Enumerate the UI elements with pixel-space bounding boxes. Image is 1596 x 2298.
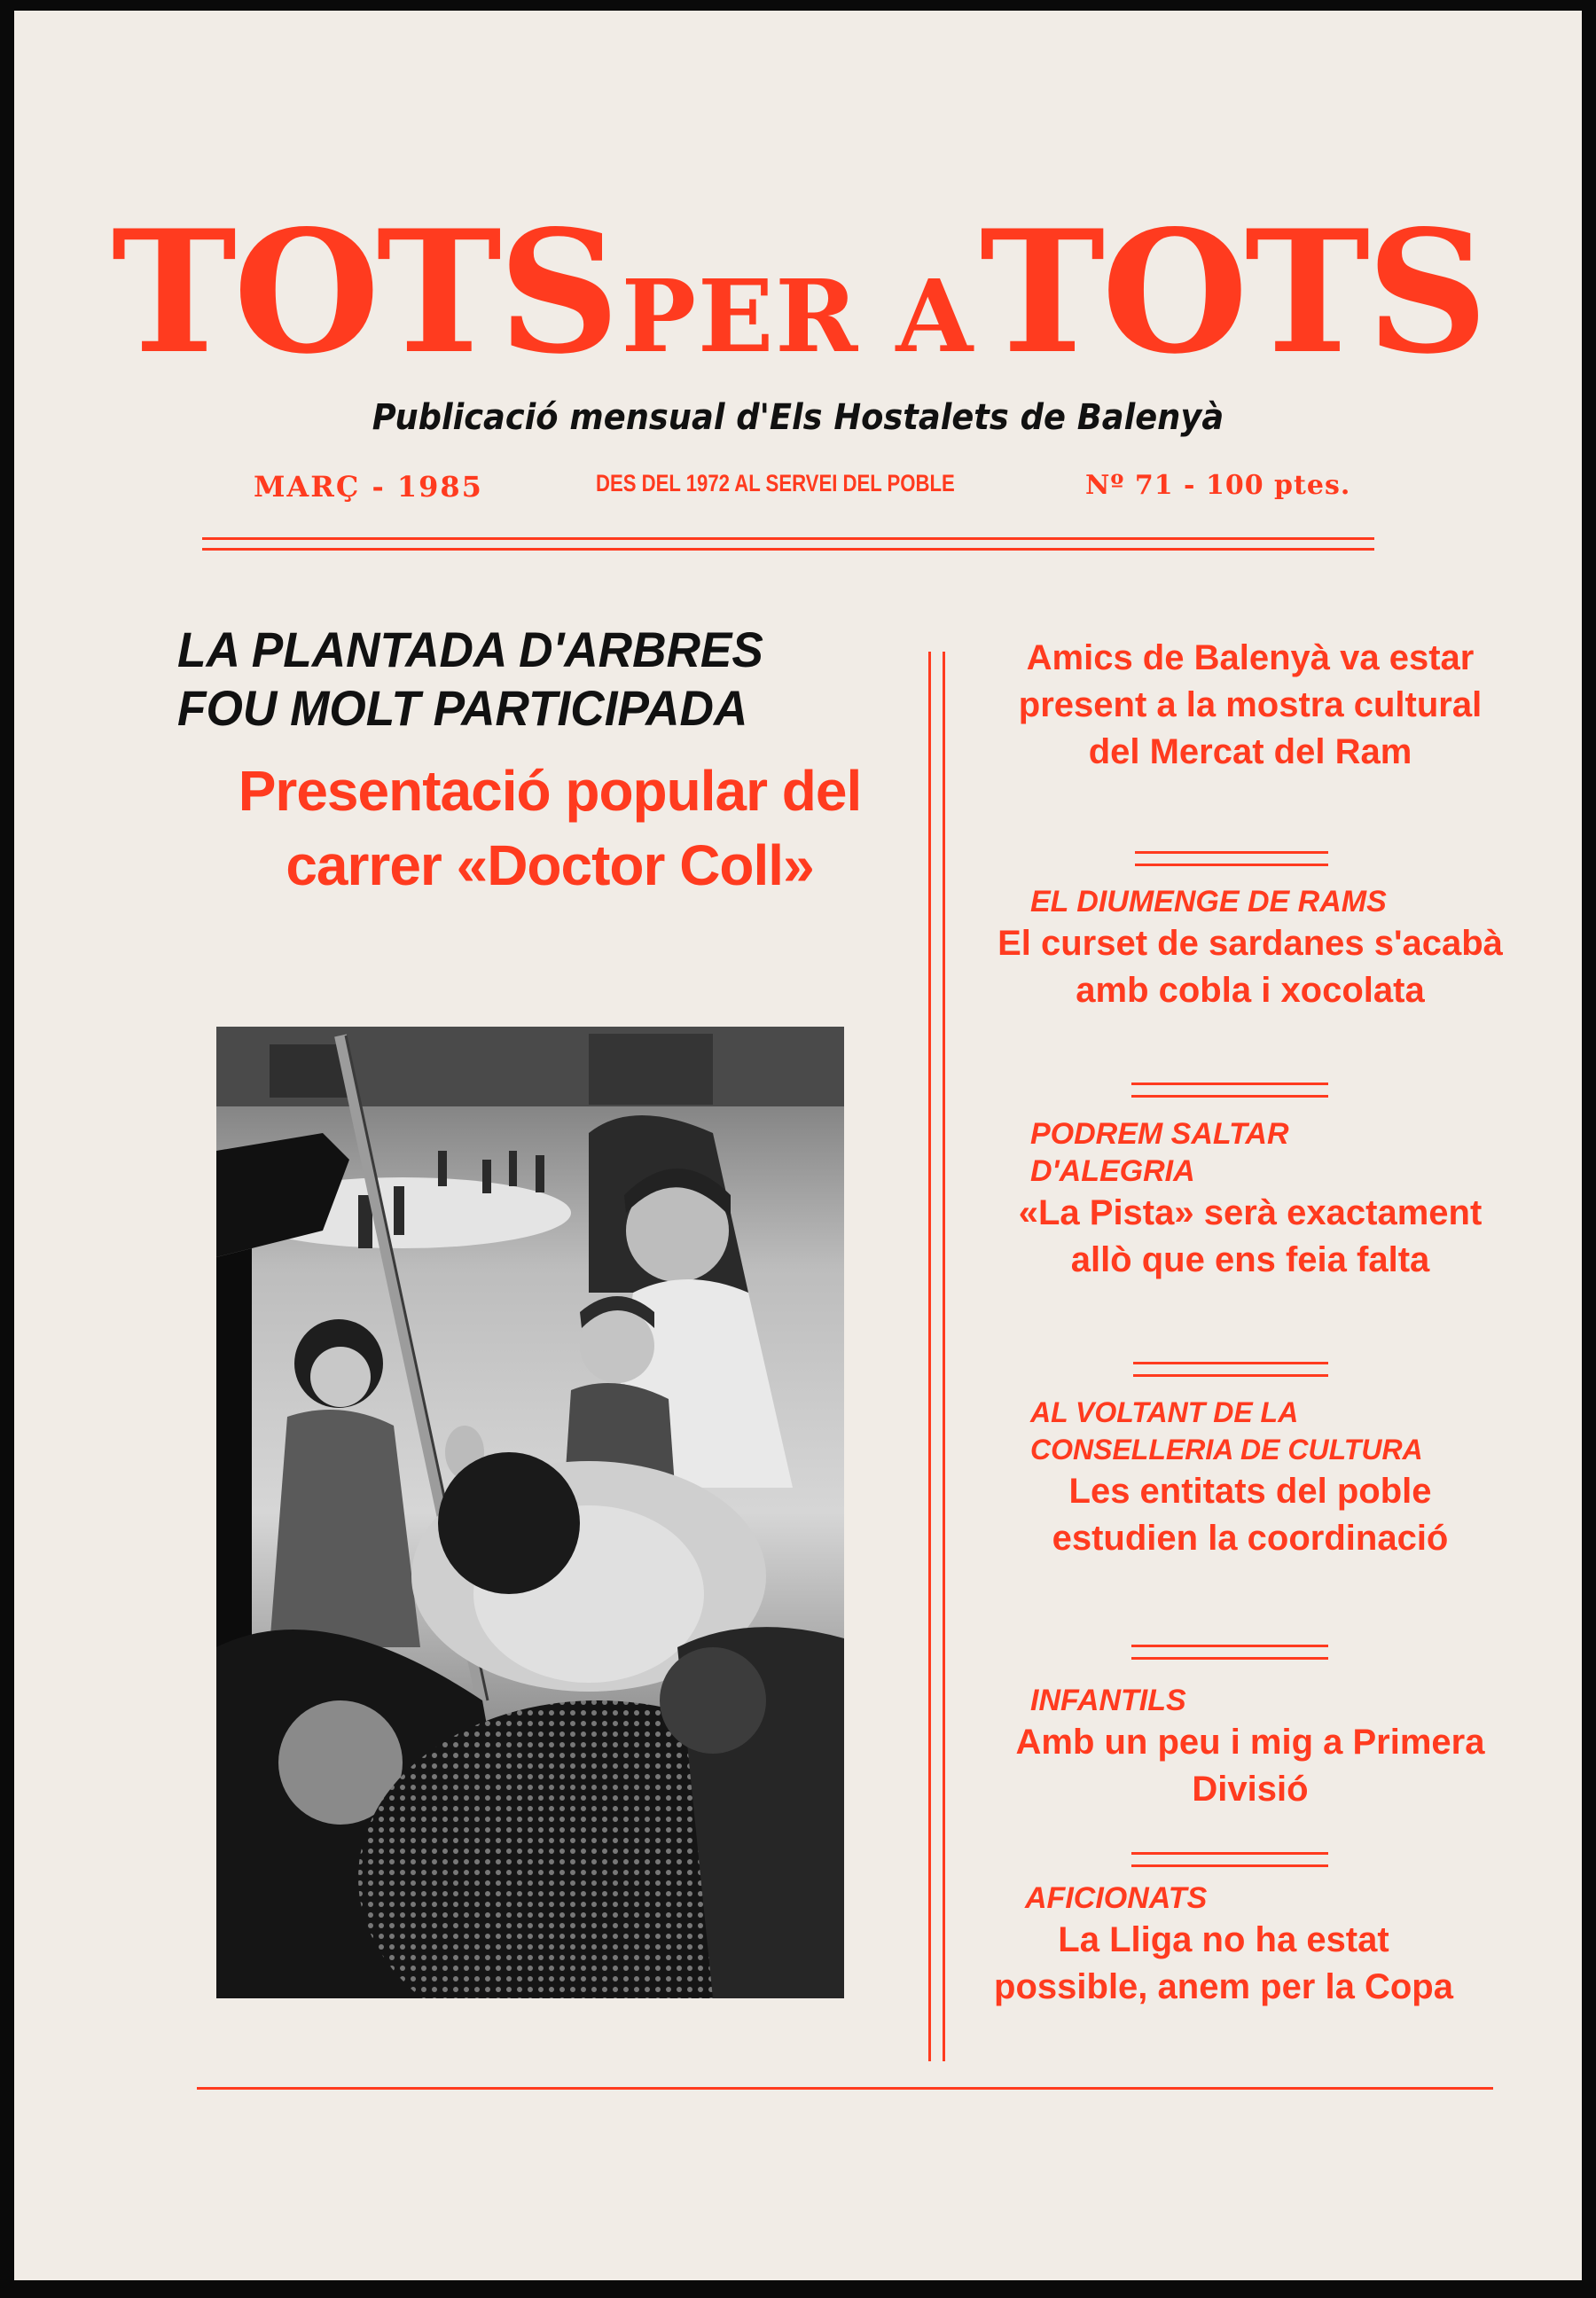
sidebar-headline: El curset de sardanes s'acabà amb cobla i xocolata bbox=[998, 924, 1503, 1010]
issue-number: Nº 71 - 100 ptes. bbox=[1085, 470, 1351, 501]
sidebar-headline: La Lliga no ha estat possible, anem per la Copa bbox=[994, 1920, 1453, 2006]
lead-headline: Presentació popular del carrer «Doctor Coll» bbox=[238, 759, 862, 897]
sidebar-headline: Amics de Balenyà va estar present a la mostra cultural del Mercat del Ram bbox=[1018, 638, 1483, 771]
sidebar-kicker: EL DIUMENGE DE RAMS bbox=[1030, 885, 1387, 918]
masthead-word-3: TOTS bbox=[979, 193, 1485, 391]
masthead-word-2: PER A bbox=[621, 259, 975, 375]
column-divider-left bbox=[928, 652, 931, 2061]
sidebar-headline: Amb un peu i mig a Primera Divisió bbox=[1015, 1723, 1485, 1809]
lead-kicker: LA PLANTADA D'ARBRES FOU MOLT PARTICIPADA bbox=[177, 621, 763, 736]
sidebar-headline: Les entitats del poble estudien la coordinació bbox=[1052, 1472, 1449, 1558]
sidebar-kicker: AL VOLTANT DE LA CONSELLERIA DE CULTURA bbox=[1030, 1396, 1423, 1466]
masthead-title bbox=[0, 193, 1596, 391]
issue-date: MARÇ - 1985 bbox=[254, 470, 483, 504]
motto: DES DEL 1972 AL SERVEI DEL POBLE bbox=[596, 470, 955, 496]
sidebar-kicker: INFANTILS bbox=[1030, 1684, 1186, 1717]
sidebar-story-2 bbox=[993, 883, 1507, 1014]
sidebar-separator bbox=[1131, 1083, 1328, 1098]
sidebar-separator bbox=[1133, 1362, 1328, 1377]
sidebar-story-1 bbox=[993, 635, 1507, 776]
sidebar-story-3 bbox=[993, 1115, 1507, 1284]
lead-photo-image bbox=[216, 1027, 844, 1998]
header-rule-bottom bbox=[202, 548, 1374, 551]
sidebar-story-6 bbox=[993, 1880, 1507, 2011]
footer-rule bbox=[197, 2087, 1493, 2090]
masthead-word-1: TOTS bbox=[111, 193, 617, 391]
sidebar-kicker: AFICIONATS bbox=[1025, 1881, 1208, 1915]
sidebar-separator bbox=[1131, 1852, 1328, 1867]
sidebar-story-5 bbox=[993, 1682, 1507, 1813]
sidebar-separator bbox=[1131, 1645, 1328, 1660]
sidebar-separator bbox=[1135, 851, 1328, 866]
lead-photo bbox=[216, 1027, 844, 1998]
sidebar-headline: «La Pista» serà exactament allò que ens feia falta bbox=[1018, 1193, 1483, 1279]
sidebar-story-4 bbox=[993, 1394, 1507, 1562]
masthead-subtitle: Publicació mensual d'Els Hostalets de Balenyà bbox=[372, 397, 1224, 438]
header-rule-top bbox=[202, 537, 1374, 540]
column-divider-right bbox=[943, 652, 945, 2061]
sidebar-kicker: PODREM SALTAR D'ALEGRIA bbox=[1030, 1117, 1289, 1188]
